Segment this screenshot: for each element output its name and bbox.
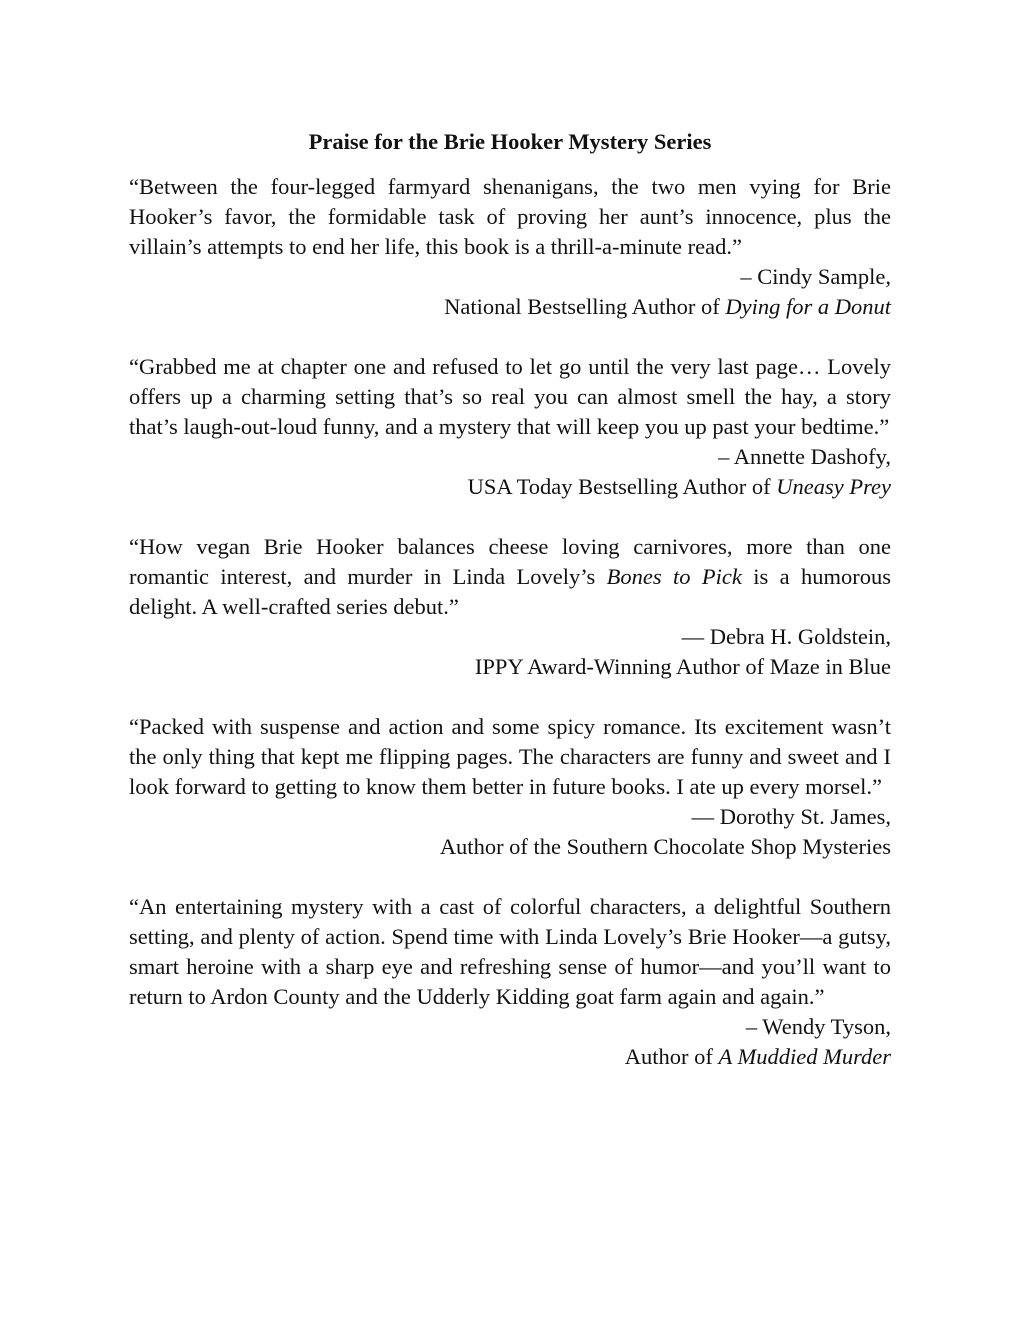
blurb-attribution: – Annette Dashofy, — [718, 444, 891, 469]
credit-book-title: Uneasy Prey — [776, 474, 891, 499]
blurb-1 — [129, 172, 891, 322]
blurb-attribution: – Cindy Sample, — [740, 264, 891, 289]
credit-prefix: Author of — [624, 1044, 719, 1069]
blurb-4 — [129, 712, 891, 862]
quote-book-title: Bones to Pick — [606, 564, 742, 589]
blurb-attribution: — Debra H. Goldstein, — [681, 624, 891, 649]
blurb-quote: “Packed with suspense and action and some spicy romance. Its excitement wasn’t the only thing that kept me flipping pages. The characters are funny and sweet and I look forward to getting to know them better in future books. I ate up every morsel.” — [129, 714, 891, 799]
credit-prefix: USA Today Bestselling Author of — [467, 474, 777, 499]
blurb-credit — [129, 652, 891, 682]
blurb-credit — [129, 1042, 891, 1072]
praise-page — [129, 127, 891, 1102]
blurb-credit — [129, 292, 891, 322]
blurb-2 — [129, 352, 891, 502]
credit-prefix: IPPY Award-Winning Author of Maze in Blue — [474, 654, 891, 679]
blurb-quote: “Grabbed me at chapter one and refused to let go until the very last page… Lovely offers up a charming setting that’s so real you can almost smell the hay, a story that’s laugh-out-loud funny, and a mystery that will keep you up past your bedtime.” — [129, 354, 891, 439]
blurb-quote: “Between the four-legged farmyard shenanigans, the two men vying for Brie Hooker’s favor, the formidable task of proving her aunt’s innocence, plus the villain’s attempts to end her life, this book is a thrill-a-minute read.” — [129, 174, 891, 259]
credit-book-title: Dying for a Donut — [725, 294, 891, 319]
blurb-5 — [129, 892, 891, 1072]
credit-book-title: A Muddied Murder — [718, 1044, 891, 1069]
blurb-credit — [129, 832, 891, 862]
page-title: Praise for the Brie Hooker Mystery Series — [308, 129, 712, 154]
blurb-attribution: — Dorothy St. James, — [691, 804, 891, 829]
blurb-3 — [129, 532, 891, 682]
quote-text-before: “How vegan Brie Hooker balances cheese loving carnivores, more than one romantic interest, and murder in Linda Lovely’s — [129, 534, 891, 589]
blurb-quote — [129, 532, 891, 622]
blurb-credit — [129, 472, 891, 502]
credit-prefix: National Bestselling Author of — [444, 294, 726, 319]
blurb-attribution: – Wendy Tyson, — [745, 1014, 891, 1039]
credit-prefix: Author of the Southern Chocolate Shop Mysteries — [439, 834, 891, 859]
quote-text-after: is a humorous delight. A well-crafted series debut.” — [129, 564, 891, 619]
blurb-quote: “An entertaining mystery with a cast of colorful characters, a delightful Southern setting, and plenty of action. Spend time with Linda Lovely’s Brie Hooker—a gutsy, smart heroine with a sharp eye and refreshing sense of humor—and you’ll want to return to Ardon County and the Udderly Kidding goat farm again and again.” — [129, 894, 891, 1009]
